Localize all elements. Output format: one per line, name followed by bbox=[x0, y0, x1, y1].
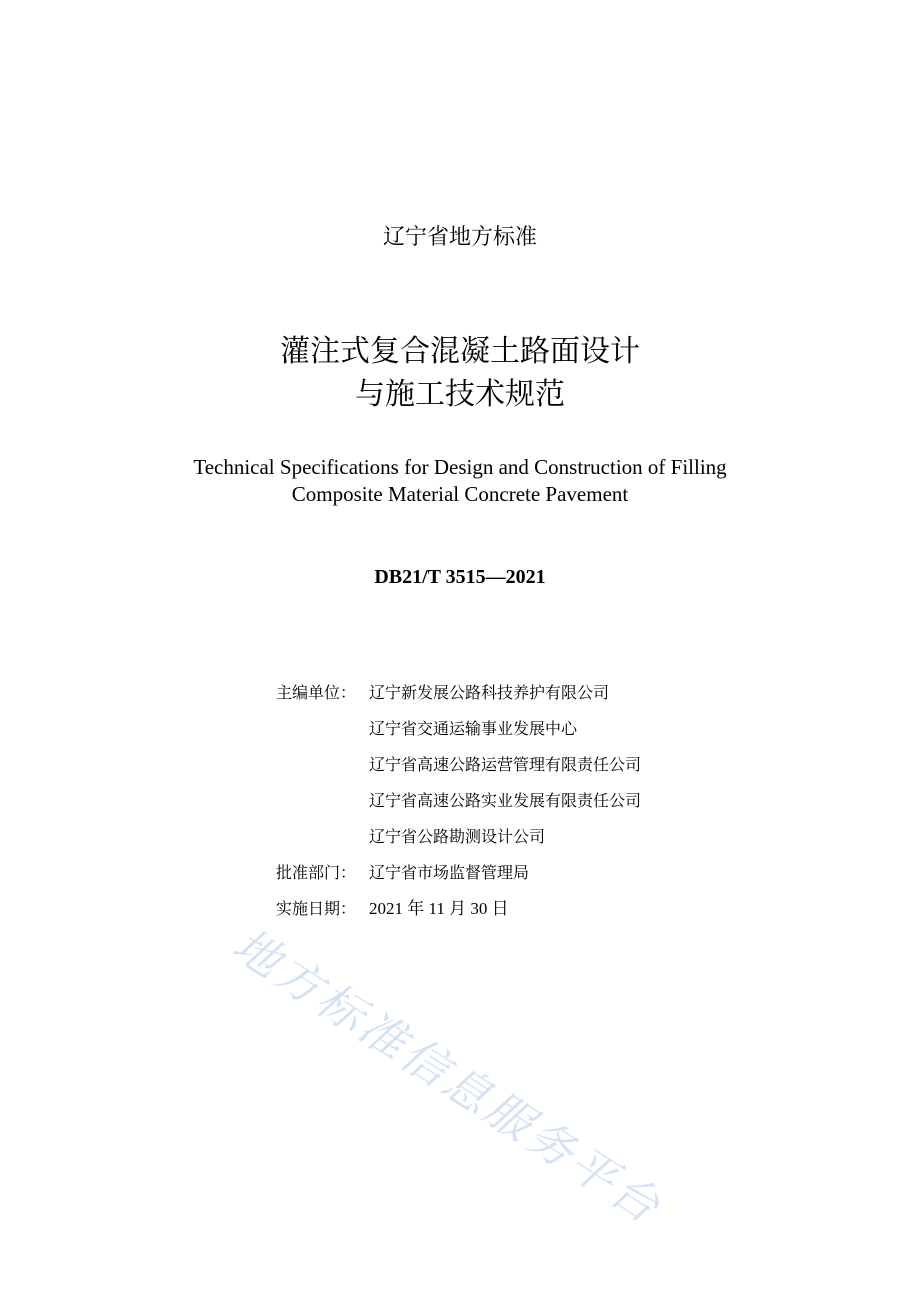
standard-category: 辽宁省地方标准 bbox=[382, 225, 537, 250]
title-en-line-2: Composite Material Concrete Pavement bbox=[291, 482, 629, 506]
editor-label: 主编单位： bbox=[276, 683, 357, 702]
date-label: 实施日期： bbox=[276, 899, 357, 918]
editor-item: 辽宁省高速公路运营管理有限责任公司 bbox=[369, 755, 642, 774]
approver-label: 批准部门： bbox=[276, 863, 357, 882]
title-cn-line-1: 灌注式复合混凝土路面设计 bbox=[280, 334, 640, 369]
title-en-line-1: Technical Specifications for Design and Construction of Filling bbox=[193, 455, 727, 479]
title-cn-line-2: 与施工技术规范 bbox=[355, 377, 565, 412]
editor-item: 辽宁省高速公路实业发展有限责任公司 bbox=[369, 791, 642, 810]
approver-value: 辽宁省市场监督管理局 bbox=[369, 863, 530, 882]
editor-item: 辽宁省交通运输事业发展中心 bbox=[369, 719, 578, 738]
editor-item: 辽宁省公路勘测设计公司 bbox=[369, 827, 546, 846]
editor-item: 辽宁新发展公路科技养护有限公司 bbox=[369, 683, 610, 702]
standard-number: DB21/T 3515—2021 bbox=[374, 566, 546, 588]
watermark: 地方标准信息服务平台 bbox=[223, 917, 673, 1235]
effective-date: 2021 年 11 月 30 日 bbox=[369, 899, 509, 918]
